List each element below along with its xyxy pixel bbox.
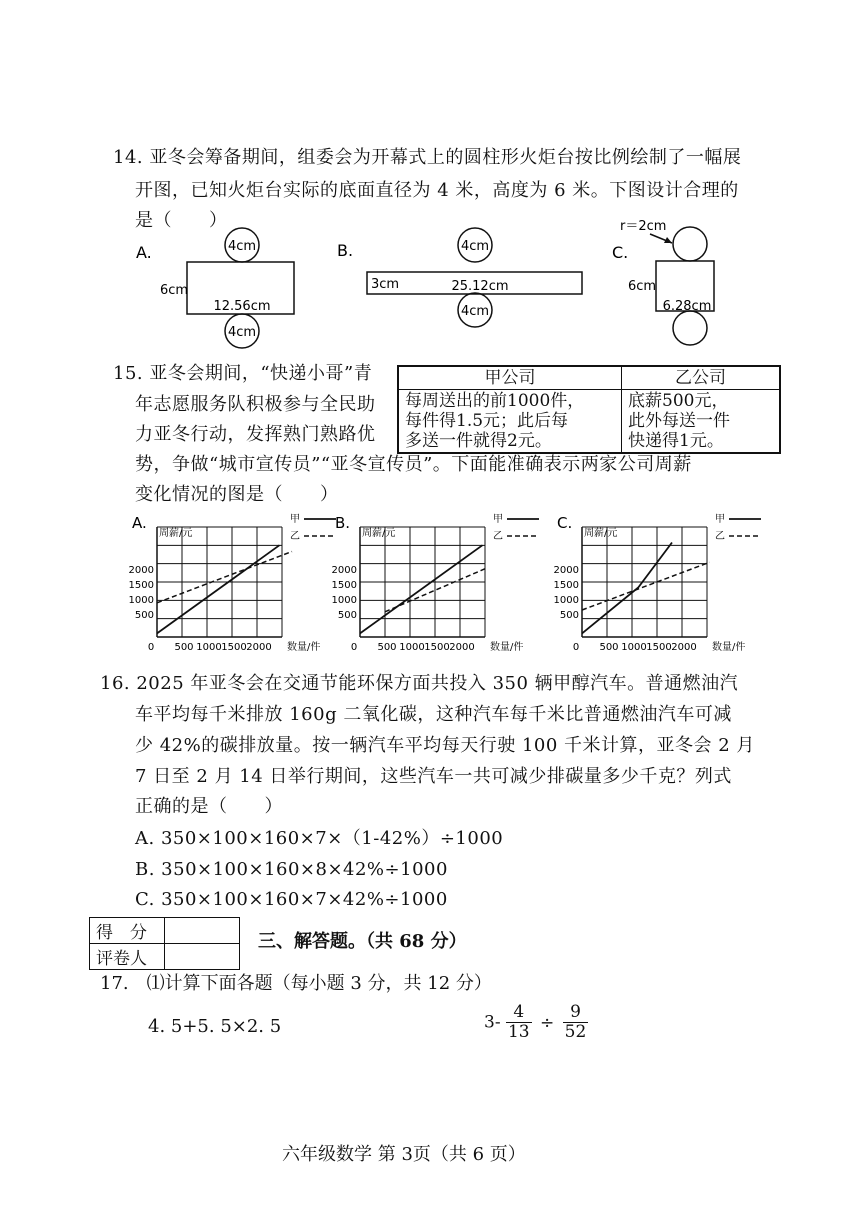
legend-label-yi: 乙 [493, 531, 503, 542]
q14-b-height: 3cm [371, 277, 400, 292]
q14-line-1: 14. 亚冬会筹备期间，组委会为开幕式上的圆柱形火炬台按比例绘制了一幅展 [113, 147, 742, 168]
q14-a-circle-top: 4cm [227, 239, 257, 254]
q15-line-2: 年志愿服务队积极参与全民助 [135, 394, 376, 415]
graph-ylabel: 周薪/元 [159, 528, 193, 539]
legend-label-jia: 甲 [715, 514, 725, 525]
y-tick-label: 2000 [128, 565, 154, 576]
x-tick-label: 0 [147, 642, 155, 653]
section-3-title: 三、解答题。（共 68 分） [258, 931, 467, 952]
q14-b-length: 25.12cm [451, 279, 509, 294]
q14-line-2: 开图，已知火炬台实际的底面直径为 4 米，高度为 6 米。下图设计合理的 [135, 180, 739, 201]
x-tick-label: 0 [572, 642, 580, 653]
series-jia-line [360, 545, 483, 633]
legend-label-jia: 甲 [290, 514, 300, 525]
fraction-numerator: 9 [563, 1003, 589, 1023]
q16-line-5: 正确的是（ ） [135, 796, 283, 817]
graph-letter: B. [335, 514, 351, 532]
y-tick-label: 1500 [128, 580, 154, 591]
y-tick-label: 1500 [331, 580, 357, 591]
fraction-numerator: 4 [506, 1003, 532, 1023]
q16-option-b: B. 350×100×160×8×42%÷1000 [135, 859, 448, 880]
q17-expr-1: 4. 5+5. 5×2. 5 [148, 1016, 282, 1037]
x-tick-label: 0 [350, 642, 358, 653]
q15-line-3: 力亚冬行动，发挥熟门熟路优 [135, 424, 376, 445]
y-tick-label: 2000 [553, 565, 579, 576]
company-table [397, 365, 781, 454]
company-b-rule-line: 快递得1元。 [628, 431, 724, 451]
score-box [89, 917, 240, 970]
q16-line-3: 少 42%的碳排放量。按一辆汽车平均每天行驶 100 千米计算，亚冬会 2 月 [135, 735, 755, 756]
q14-c-height: 6cm [628, 279, 657, 294]
q14-b-circle-bottom: 4cm [460, 304, 490, 319]
wage-graph-c [553, 512, 765, 653]
fraction-denominator: 13 [507, 1022, 530, 1042]
score-label: 得 分 [90, 918, 165, 944]
wage-graph-b [331, 512, 543, 653]
company-a-rule [398, 390, 622, 454]
y-tick-label: 2000 [331, 565, 357, 576]
q14-c-length: 6.28cm [662, 299, 712, 314]
x-tick-label: 2000 [246, 642, 272, 653]
company-b-header: 乙公司 [622, 366, 781, 390]
q16-option-c: C. 350×100×160×7×42%÷1000 [135, 889, 448, 910]
q16-line-4: 7 日至 2 月 14 日举行期间，这些汽车一共可减少排碳量多少千克？列式 [135, 766, 732, 787]
legend-label-yi: 乙 [290, 531, 300, 542]
x-tick-label: 500 [174, 642, 194, 653]
q14-option-c-letter: C. [612, 243, 629, 262]
score-cell[interactable] [165, 918, 240, 944]
grader-label: 评卷人 [90, 944, 165, 970]
divide-sign: ÷ [540, 1012, 555, 1033]
series-yi-line [157, 552, 292, 603]
wage-graph-a [128, 512, 340, 653]
x-tick-label: 1000 [621, 642, 647, 653]
q14-option-b-figure [335, 228, 590, 348]
x-tick-label: 1500 [424, 642, 450, 653]
x-tick-label: 1000 [399, 642, 425, 653]
graph-xlabel: 数量/件 [287, 642, 321, 653]
q14-option-c-figure [608, 214, 738, 350]
q16-option-a: A. 350×100×160×7×（1-42%）÷1000 [135, 828, 504, 849]
fraction-4-13 [506, 1003, 532, 1042]
graph-letter: C. [557, 514, 573, 532]
grader-cell[interactable] [165, 944, 240, 970]
q14-c-radius: r＝2cm [620, 219, 667, 234]
q17-intro: 17. ⑴计算下面各题（每小题 3 分，共 12 分） [100, 973, 492, 994]
fraction-9-52 [563, 1003, 589, 1042]
q16-line-2: 车平均每千米排放 160g 二氧化碳，这种汽车每千米比普通燃油汽车可减 [135, 704, 732, 725]
x-tick-label: 500 [599, 642, 619, 653]
y-tick-label: 1000 [553, 595, 579, 606]
y-tick-label: 500 [559, 610, 579, 621]
q14-b-circle-top: 4cm [460, 239, 490, 254]
q14-a-circle-bottom: 4cm [227, 325, 257, 340]
y-tick-label: 500 [337, 610, 357, 621]
q14-line-3: 是（ ） [135, 210, 228, 231]
q15-line-1: 15. 亚冬会期间，“快递小哥”青 [113, 363, 373, 384]
y-tick-label: 1000 [128, 595, 154, 606]
x-tick-label: 500 [377, 642, 397, 653]
x-tick-label: 1500 [221, 642, 247, 653]
page-footer: 六年级数学 第 3页（共 6 页） [282, 1144, 526, 1165]
q14-a-length: 12.56cm [213, 299, 271, 314]
y-tick-label: 1000 [331, 595, 357, 606]
q14-a-height: 6cm [160, 283, 189, 298]
y-tick-label: 500 [134, 610, 154, 621]
q17-expr-2-lead: 3- [484, 1012, 501, 1033]
series-jia-line [582, 543, 672, 634]
series-yi-line [385, 568, 488, 612]
q14-option-a-figure [130, 228, 320, 348]
company-b-rule-line: 此外每送一件 [628, 411, 730, 431]
q15-line-5: 变化情况的图是（ ） [135, 484, 339, 505]
company-a-rule-line: 每周送出的前1000件， [405, 391, 585, 411]
y-tick-label: 1500 [553, 580, 579, 591]
graph-xlabel: 数量/件 [490, 642, 524, 653]
x-tick-label: 1500 [646, 642, 672, 653]
graph-ylabel: 周薪/元 [362, 528, 396, 539]
series-jia-line [157, 545, 280, 633]
company-a-rule-line: 每件得1.5元；此后每 [405, 411, 569, 431]
q14-option-a-letter: A. [136, 243, 152, 262]
legend-label-jia: 甲 [493, 514, 503, 525]
q14-option-b-letter: B. [337, 241, 354, 260]
company-a-rule-line: 多送一件就得2元。 [405, 431, 552, 451]
x-tick-label: 2000 [449, 642, 475, 653]
graph-xlabel: 数量/件 [712, 642, 746, 653]
series-yi-line [582, 562, 710, 610]
fraction-denominator: 52 [564, 1022, 587, 1042]
q15-line-4: 势，争做“城市宣传员”“亚冬宣传员”。下面能准确表示两家公司周薪 [135, 454, 692, 475]
q16-line-1: 16. 2025 年亚冬会在交通节能环保方面共投入 350 辆甲醇汽车。普通燃油汽 [100, 673, 739, 694]
company-b-rule [622, 390, 781, 454]
legend-label-yi: 乙 [715, 531, 725, 542]
x-tick-label: 2000 [671, 642, 697, 653]
graph-ylabel: 周薪/元 [584, 528, 618, 539]
q17-expr-2 [484, 1003, 588, 1042]
company-a-header: 甲公司 [398, 366, 622, 390]
company-b-rule-line: 底薪500元， [628, 391, 729, 411]
graph-letter: A. [132, 514, 147, 532]
x-tick-label: 1000 [196, 642, 222, 653]
